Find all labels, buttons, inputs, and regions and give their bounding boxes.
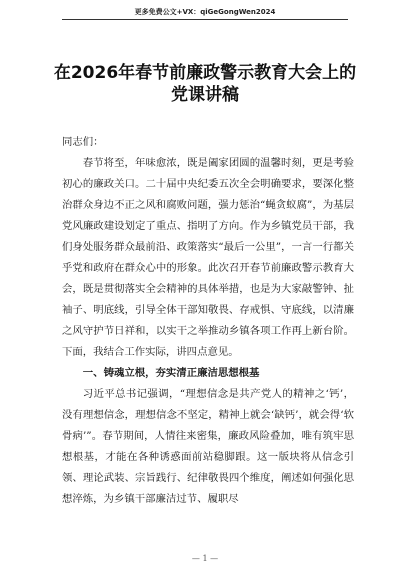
page-header: 更多免费公文+VX：qiGeGongWen2024 xyxy=(134,8,276,16)
document-title xyxy=(40,62,370,106)
title-line-1: 在2026年春节前廉政警示教育大会上的 xyxy=(53,63,357,83)
body-paragraph: 习近平总书记强调，“理想信念是共产党人的精神之‘钙’，没有理想信念，理想信念不坚定，精神上就会‘缺钙’，就会得‘软骨病’”。春节期间，人情往来密集，廉政风险叠加，唯有筑牢思想根基，才能在各种诱惑面前站稳脚跟。这一版块将从信念引领、理论武装、宗旨践行、纪律敬畏四个维度，阐述如何强化思想淬炼，为乡镇干部廉洁过节、履职尽 xyxy=(62,388,354,505)
section-heading: 一、铸魂立根，夯实清正廉洁思想根基 xyxy=(82,367,260,379)
salutation: 同志们： xyxy=(62,136,104,148)
body-paragraph: 春节将至，年味愈浓，既是阖家团圆的温馨时刻，更是考验初心的廉政关口。二十届中央纪委五次全会明确要求，要深化整治群众身边不正之风和腐败问题，强力惩治“蝇贪蚁腐”，为基层党风廉政建设划定了重点、指明了方向。作为乡镇党员干部，我们身处服务群众最前沿、政策落实“最后一公里”，一言一行都关乎党和政府在群众心中的形象。此次召开春节前廉政警示教育大会，既是贯彻落实全会精神的具体举措，也是为大家敲警钟、扯袖子、明底线，引导全体干部知敬畏、存戒惧、守底线，以清廉之风守护节日祥和，以实干之举推动乡镇各项工作再上新台阶。下面，我结合工作实际，讲四点意见。 xyxy=(62,157,354,358)
page-number: — 1 — xyxy=(191,554,219,563)
header-divider xyxy=(62,19,348,20)
document-body xyxy=(62,132,354,510)
title-line-2: 党课讲稿 xyxy=(171,85,239,105)
